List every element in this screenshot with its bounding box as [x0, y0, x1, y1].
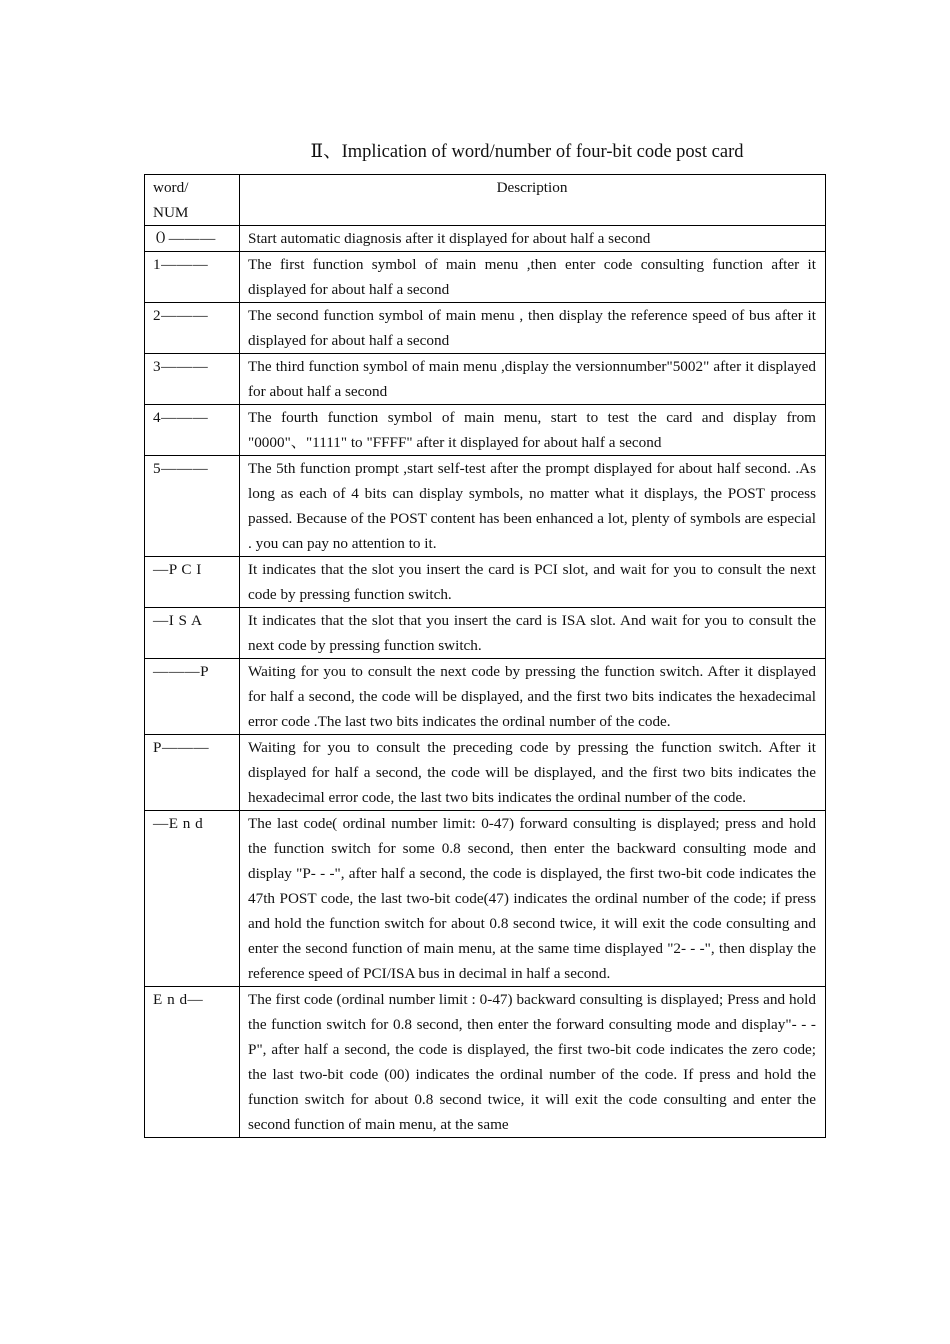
header-code-cell [145, 175, 240, 226]
description-cell: The first function symbol of main menu ,then enter code consulting function after it displayed for about half a second [240, 252, 826, 303]
table-row [145, 226, 826, 252]
table-row [145, 354, 826, 405]
code-cell: 5——— [145, 456, 240, 557]
page-title: Ⅱ、Implication of word/number of four-bit code post card [310, 142, 744, 162]
description-cell: The third function symbol of main menu ,display the versionnumber"5002" after it displayed for about half a second [240, 354, 826, 405]
code-cell: P——— [145, 735, 240, 811]
code-cell: —E n d [145, 811, 240, 987]
description-cell: Waiting for you to consult the next code by pressing the function switch. After it displayed for half a second, the code will be displayed, and the first two bits indicates the hexadecimal error code .The last two bits indicates the ordinal number of the code. [240, 659, 826, 735]
header-code-line2: NUM [153, 204, 189, 221]
code-cell: 2——— [145, 303, 240, 354]
description-cell: The 5th function prompt ,start self-test after the prompt displayed for about half second. .As long as each of 4 bits can display symbols, no matter what it displays, the POST process passed. Because of the POST content has been enhanced a lot, plenty of symbols are especial . you can pay no attention to it. [240, 456, 826, 557]
table-row [145, 405, 826, 456]
description-cell: Start automatic diagnosis after it displayed for about half a second [240, 226, 826, 252]
table-row [145, 735, 826, 811]
code-cell: ０——— [145, 226, 240, 252]
code-cell: E n d— [145, 987, 240, 1138]
code-cell: —P C I [145, 557, 240, 608]
code-cell: 1——— [145, 252, 240, 303]
table-row [145, 303, 826, 354]
table-row [145, 557, 826, 608]
table-row [145, 659, 826, 735]
header-description-cell: Description [240, 175, 826, 226]
description-cell: It indicates that the slot you insert the card is PCI slot, and wait for you to consult the next code by pressing function switch. [240, 557, 826, 608]
description-cell: Waiting for you to consult the preceding code by pressing the function switch. After it displayed for half a second, the code will be displayed, and the first two bits indicates the hexadecimal error code, the last two bits indicates the ordinal number of the code. [240, 735, 826, 811]
description-cell: The fourth function symbol of main menu, start to test the card and display from "0000"、"1111" to "FFFF" after it displayed for about half a second [240, 405, 826, 456]
description-cell: The last code( ordinal number limit: 0-47) forward consulting is displayed; press and hold the function switch for some 0.8 second, then enter the backward consulting mode and display "P- - -", after half a second, the code is displayed, the first two-bit code indicates the 47th POST code, the last two-bit code(47) indicates the ordinal number of the code; if press and hold the function switch for about 0.8 second twice, it will exit the code consulting and enter the second function of main menu, at the same time displayed "2- - -", then display the reference speed of PCI/ISA bus in decimal in half a second. [240, 811, 826, 987]
description-cell: The first code (ordinal number limit : 0-47) backward consulting is displayed; Press and hold the function switch for 0.8 second, then enter the forward consulting mode and display"- - -P", after half a second, the code is displayed, the first two-bit code indicates the zero code; the last two-bit code (00) indicates the ordinal number of the code. If press and hold the function switch for about 0.8 second twice, it will exit the code consulting and enter the second function of main menu, at the same [240, 987, 826, 1138]
code-table [144, 174, 826, 1138]
code-cell: 3——— [145, 354, 240, 405]
table-row [145, 456, 826, 557]
table-row [145, 811, 826, 987]
table-row [145, 608, 826, 659]
table-row [145, 252, 826, 303]
code-cell: 4——— [145, 405, 240, 456]
description-cell: It indicates that the slot that you insert the card is ISA slot. And wait for you to consult the next code by pressing function switch. [240, 608, 826, 659]
code-cell: ———P [145, 659, 240, 735]
table-row [145, 987, 826, 1138]
table-header-row [145, 175, 826, 226]
description-cell: The second function symbol of main menu , then display the reference speed of bus after it displayed for about half a second [240, 303, 826, 354]
header-code-line1: word/ [153, 179, 189, 196]
code-cell: —I S A [145, 608, 240, 659]
